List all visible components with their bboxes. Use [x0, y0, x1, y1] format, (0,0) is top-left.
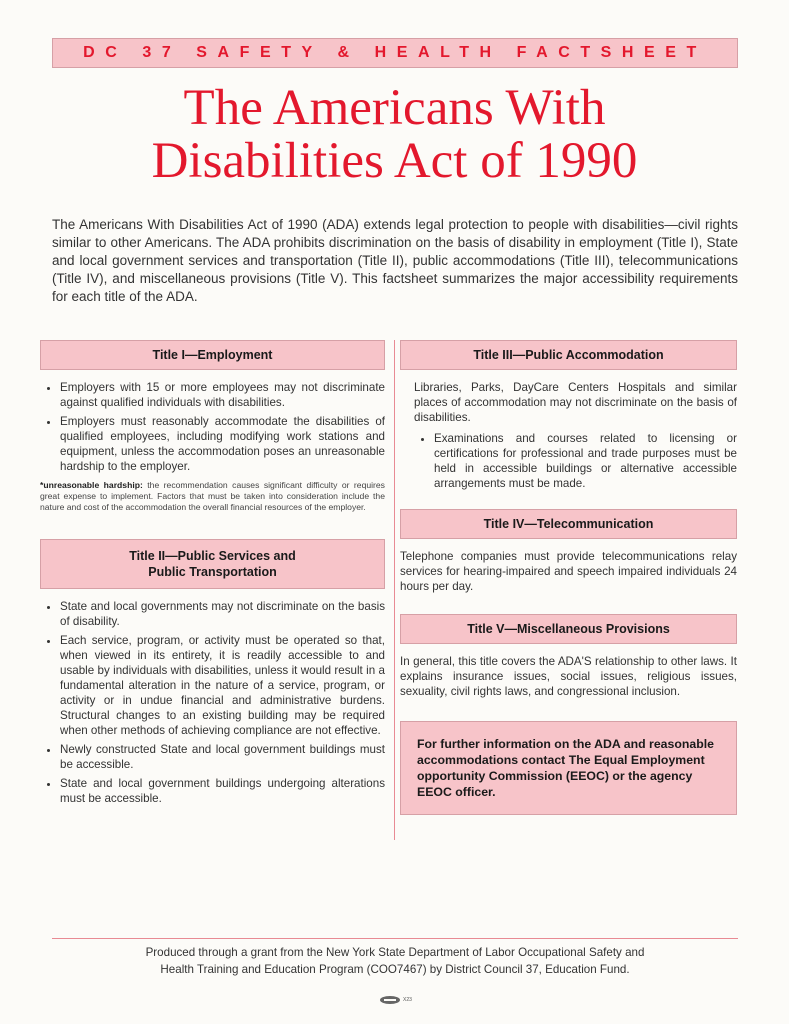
right-column [400, 340, 737, 815]
list-item: • State and local governments may not discriminate on the basis of disability. [60, 599, 385, 629]
intro-paragraph: The Americans With Disabilities Act of 1990 (ADA) extends legal protection to people with disabilities—civil rights similar to other Americans. The ADA prohibits discrimination on the basis of disability in employment (Title I), State and local government services and transportation (Title II), public accommodations (Title III), telecommunications (Title IV), and miscellaneous provisions (Title V). This factsheet summarizes the major accessibility requirements for each title of the ADA. [52, 217, 738, 304]
list-item: • State and local government buildings undergoing alterations must be accessible. [60, 776, 385, 806]
factsheet-banner [52, 38, 738, 68]
list-item: • Examinations and courses related to licensing or certifications for professional and trade purposes must be held in accessible buildings or alternative accessible arrangements must be made. [434, 431, 737, 491]
title1-list [40, 380, 385, 474]
column-divider [394, 340, 395, 840]
info-box: For further information on the ADA and reasonable accommodations contact The Equal Employment opportunity Commission (EEOC) or the agency EEOC officer. [400, 721, 737, 815]
note-term: *unreasonable hardship: [40, 480, 143, 490]
union-label-icon [380, 996, 400, 1004]
title2-heading-line-1: Title II—Public Services and [129, 549, 296, 563]
union-label [380, 995, 412, 1005]
footer-line-1: Produced through a grant from the New York State Department of Labor Occupational Safety and [145, 946, 645, 959]
title1-heading: Title I—Employment [40, 340, 385, 370]
banner-text: DC 37 SAFETY & HEALTH FACTSHEET [83, 44, 707, 61]
footer [52, 944, 738, 978]
footer-line-2: Health Training and Education Program (COO7467) by District Council 37, Education Fund. [160, 963, 630, 976]
title3-heading: Title III—Public Accommodation [400, 340, 737, 370]
title2-heading-line-2: Public Transportation [148, 565, 277, 579]
title5-paragraph: In general, this title covers the ADA'S relationship to other laws. It explains insurance issues, social issues, religious issues, sexuality, civil rights laws, and congressional inclusion. [400, 655, 737, 698]
title4-paragraph: Telephone companies must provide telecommunications relay services for hearing-impaired and speech impaired individuals 24 hours per day. [400, 550, 737, 593]
list-item: • Each service, program, or activity must be operated so that, when viewed in its entirety, it is readily accessible to and usable by individuals with disabilities, unless it would result in a fundamental alteration in the nature of a service, program, or activity or in undue financial and administrative burdens. Structural changes to an existing building may be required when other methods of achieving compliance are not effective. [60, 633, 385, 738]
title5-heading: Title V—Miscellaneous Provisions [400, 614, 737, 644]
title3-paragraph: Libraries, Parks, DayCare Centers Hospitals and similar places of accommodation may not discriminate on the basis of disabilities. [414, 381, 737, 424]
list-item: • Newly constructed State and local government buildings must be accessible. [60, 742, 385, 772]
title-line-1: The Americans With [183, 80, 606, 136]
note-text: the recommendation causes significant difficulty or requires great expense to implement. Factors that must be taken into consideration include the nature and cost of the accommodation the overall financial resources of the employer. [40, 480, 385, 512]
title2-heading [40, 539, 385, 589]
title2-list [40, 599, 385, 806]
page-title [0, 82, 789, 188]
title3-list [400, 431, 737, 491]
union-label-code: X23 [403, 997, 412, 1003]
footer-rule [52, 938, 738, 939]
list-item: • Employers must reasonably accommodate the disabilities of qualified employees, including modifying work stations and equipment, unless the accommodation poses an unreasonable hardship to the employer. [60, 414, 385, 474]
title-line-2: Disabilities Act of 1990 [151, 133, 638, 189]
hardship-note [40, 480, 385, 513]
list-item: • Employers with 15 or more employees may not discriminate against qualified individuals with disabilities. [60, 380, 385, 410]
left-column [40, 340, 385, 810]
title4-heading: Title IV—Telecommunication [400, 509, 737, 539]
